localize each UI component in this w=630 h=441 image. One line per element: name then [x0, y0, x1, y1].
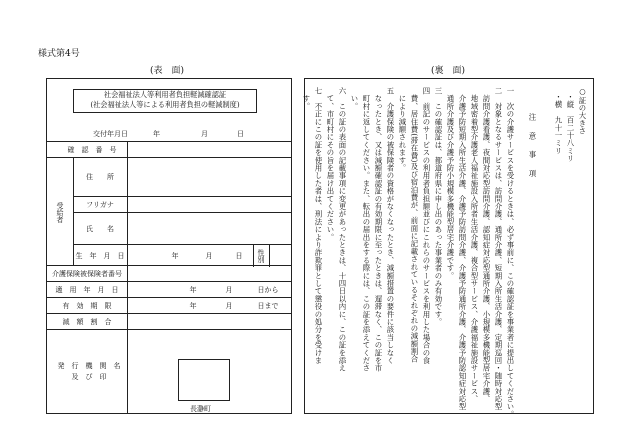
valid-month: 月 — [225, 302, 233, 310]
valid-label: 有 効 期 限 — [62, 302, 112, 310]
notes-title: 注 意 事 項 — [528, 113, 537, 179]
size-title: ○証の大きさ — [578, 87, 587, 135]
reduction-row — [47, 313, 291, 330]
reduction-label: 減 額 割 合 — [62, 318, 112, 326]
birth-label: 生 年 月 日 — [75, 252, 125, 260]
furigana-row — [73, 196, 291, 213]
note-line-14: い。 — [350, 87, 359, 111]
insured-number-label: 介護保険被保険者番号 — [52, 270, 122, 278]
confirm-number-row — [47, 141, 291, 158]
issuer-label: 発 行 機 関 名 及 び 印 — [57, 362, 128, 381]
start-date-row — [47, 281, 291, 298]
note-line-17: 七 不正にこの証を使用した者は、刑法により詐欺罪として懲役の処分を受けま — [314, 87, 323, 365]
size-width: ・横 九十一ミリ — [554, 93, 563, 155]
issue-day: 日 — [237, 130, 244, 138]
recipient-label: 受給者 — [56, 201, 64, 223]
card-subtitle: (社会福祉法人等による利用者負担の軽減制度) — [90, 100, 240, 109]
size-height: ・縦 百二十八ミリ — [566, 93, 575, 163]
name-label: 氏 名 — [86, 225, 114, 233]
note-line-8: 四 前記のサービスの利用者負担額並びにこれらのサービスを利用した場合の食 — [422, 87, 431, 365]
issue-date-label: 交付年月日 — [93, 130, 128, 138]
issue-year: 年 — [153, 130, 160, 138]
issuer-seal-box — [178, 359, 230, 401]
valid-until: 日まで — [257, 302, 279, 310]
issuer-row — [47, 329, 291, 414]
note-line-3: 訪問介護看護、夜間対応型訪問介護、認知症対応型通所介護、小規模多機能型居宅介護、 — [482, 87, 491, 403]
issue-month: 月 — [201, 130, 208, 138]
valid-year: 年 — [189, 302, 197, 310]
note-line-1: 一 次の介護サービスを受けるときは、必ず事前に、この確認証を事業者に提出してください。 — [506, 87, 515, 419]
form-number: 様式第4号 — [38, 49, 80, 59]
birth-day: 日 — [235, 252, 243, 260]
note-line-5: 介護予防短期入所生活介護、介護予防訪問介護、介護予防通所介護、介護予防認知症対応型 — [458, 87, 467, 411]
note-line-10: により減額されます。 — [398, 87, 407, 172]
note-line-16: て、市町村にその旨を届け出てください。 — [326, 87, 335, 241]
birth-row — [73, 244, 291, 267]
valid-row — [47, 297, 291, 314]
start-year: 年 — [189, 286, 197, 294]
note-line-15: 六 この証の表面の記載事項に変更があったときは、十四日以内に、この証を添え — [338, 87, 347, 372]
card-title-box — [73, 89, 257, 113]
note-line-7: 三 この確認証は、都道府県に申し出のあった事業者のみ有効です。 — [434, 87, 443, 326]
issuer-name: 長瀞町 — [190, 405, 211, 413]
card-title: 社会福祉法人等利用者負担軽減確認証 — [103, 90, 227, 99]
birth-month: 月 — [205, 252, 213, 260]
note-line-4: 地域密着型介護老人福祉施設入所者生活介護、複合型サービス、介護福祉施設サービス、 — [470, 87, 479, 403]
address-label: 住 所 — [86, 173, 114, 181]
note-line-13: 町村に返してください。また、転出の届出をする際には、この証を添えてくださ — [362, 87, 371, 372]
name-row — [73, 212, 291, 245]
confirm-number-label: 確 認 番 号 — [67, 146, 117, 154]
back-card — [302, 78, 594, 419]
note-line-12: なったとき、又は減額確認証の有効期限に至ったときは、遅滞なく、この証を市 — [374, 87, 383, 372]
start-month: 月 — [225, 286, 233, 294]
insured-number-row — [47, 265, 291, 282]
gender-label: 性別 — [257, 249, 265, 263]
front-side-label: (表 面) — [150, 66, 185, 76]
note-line-11: 五 介護保険の被保険者の資格がなくなったとき、減額措置の要件に該当しなく — [386, 87, 395, 365]
recipient-block — [47, 157, 291, 266]
start-date-label: 適 用 年 月 日 — [55, 286, 119, 294]
back-side-label: (裏 面) — [431, 66, 466, 76]
note-line-18: す。 — [302, 87, 311, 111]
birth-year: 年 — [171, 252, 179, 260]
address-row — [73, 158, 291, 196]
note-line-9: 費、居住費(滞在費)及び宿泊費が、前面に記載されているそれぞれの減額割合 — [410, 87, 419, 363]
start-from: 日から — [257, 286, 279, 294]
note-line-6: 通所介護及び介護予防小規模多機能型居宅介護です。 — [446, 87, 455, 280]
note-line-2: 二 対象となるサービスは、訪問介護、通所介護、短期入所生活介護、定期巡回・随時対応型 — [494, 87, 503, 411]
furigana-label: フリガナ — [86, 201, 114, 209]
front-card — [46, 78, 292, 414]
